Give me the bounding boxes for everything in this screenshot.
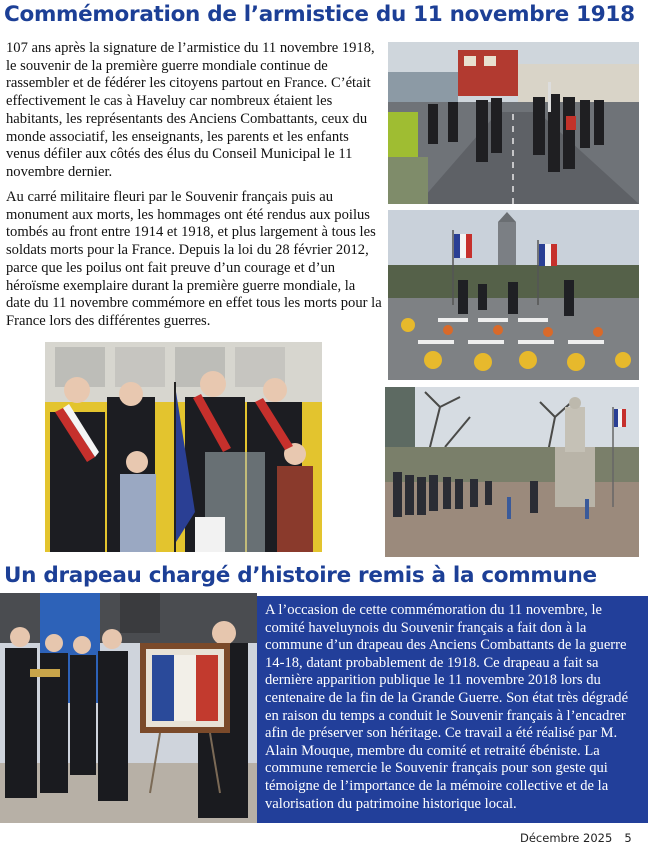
footer-date: Décembre 2025 — [520, 831, 613, 845]
page-number: 5 — [624, 831, 632, 845]
page-footer — [520, 831, 632, 845]
article-paragraph-2: Au carré militaire fleuri par le Souvenir français puis au monument aux morts, les hommages ont été rendus aux poilus tombés au front entre 1914 et 1918, et plus largement à tous les soldats morts pour la France. Depuis la loi du 28 février 2012, parce que les poilus ont fait preuve d’un courage et d’un héroïsme exemplaire durant la première guerre mondiale, la date du 11 novembre commémore en effet tous les morts pour la France lors des différentes guerres. — [6, 189, 382, 329]
article-title-2: Un drapeau chargé d’histoire remis à la commune — [4, 563, 597, 588]
parade-photo — [388, 42, 639, 204]
war-memorial-photo — [385, 387, 639, 557]
article-2-paragraph: A l’occasion de cette commémoration du 11 novembre, le comité haveluynois du Souvenir français a fait don à la commune d’un drapeau des Anciens Combattants de la guerre 14-18, datant probablement de 1918. Ce drapeau a fait sa dernière apparition publique le 11 novembre 2018 lors du centenaire de la fin de la Grande Guerre. Son état très dégradé en raison du temps a conduit le Souvenir français à l’encadrer afin de préserver son héritage. Ce travail a été réalisé par M. Alain Mouque, membre du comité et retraité ébéniste. La commune remercie le Souvenir français pour son geste qui témoigne de l’importance de la mémoire collective et de la valorisation du patrimoine historique local. — [265, 602, 629, 812]
officials-photo — [45, 342, 322, 552]
framed-flag-photo — [0, 593, 257, 823]
cemetery-photo — [388, 210, 639, 380]
article-title: Commémoration de l’armistice du 11 novembre 1918 — [4, 2, 635, 27]
article-paragraph-1: 107 ans après la signature de l’armistice du 11 novembre 1918, le souvenir de la première guerre mondiale continue de rassembler et de fédérer les citoyens partout en France. C’était effectivement le cas à Haveluy car nombreux étaient les habitants, les représentants des Anciens Combattants, ceux du monde associatif, les enseignants, les parents et les enfants venus défiler aux côtés des élus du Conseil Municipal le 11 novembre dernier. — [6, 40, 375, 180]
